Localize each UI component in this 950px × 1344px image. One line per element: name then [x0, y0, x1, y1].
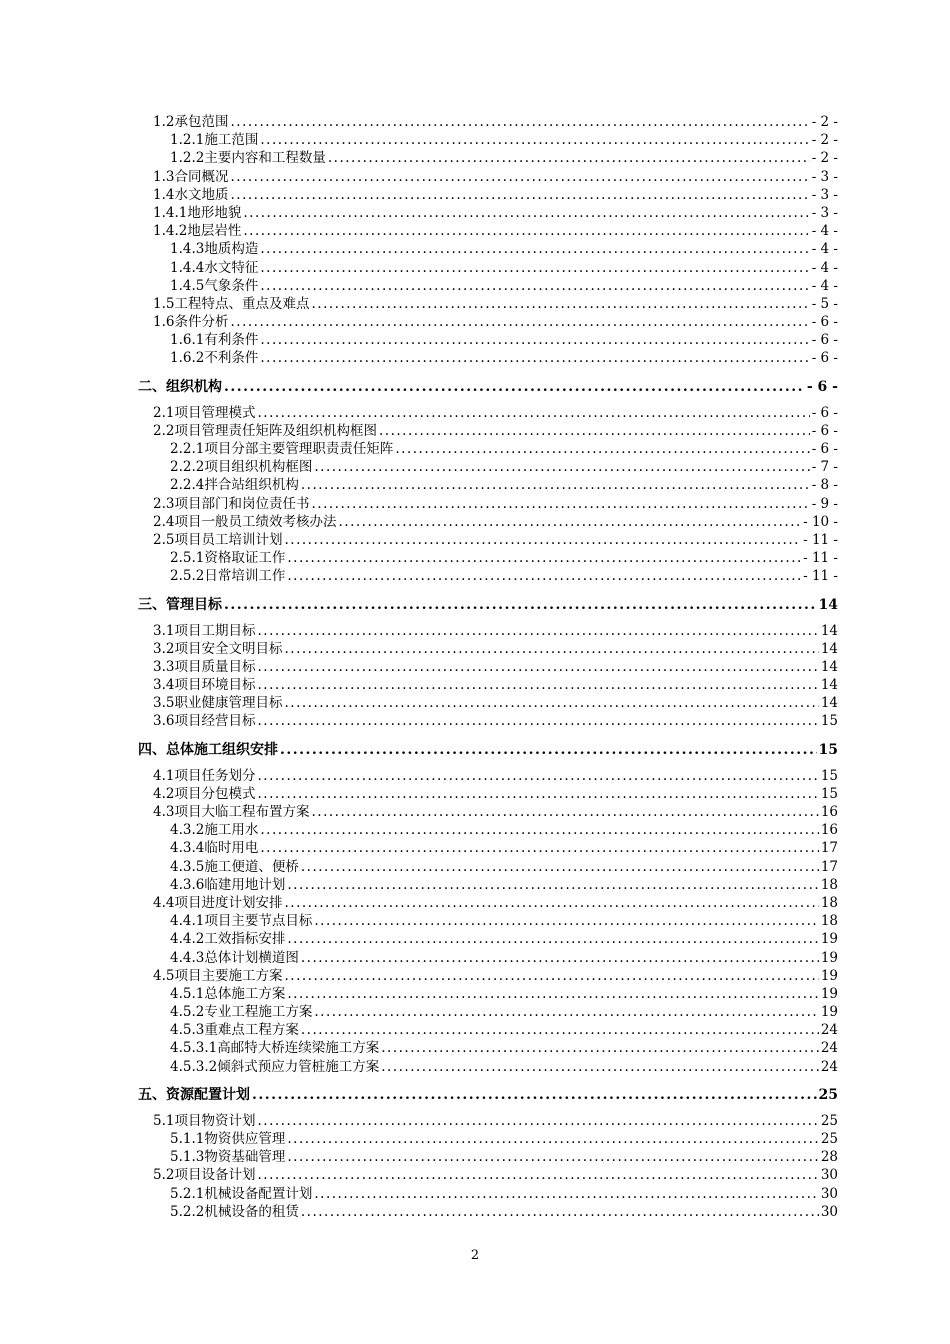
toc-dot-leader — [260, 331, 809, 349]
toc-entry-title: 2.1项目管理模式 — [153, 404, 256, 421]
toc-entry-title: 1.6条件分析 — [153, 314, 229, 331]
toc-entry-title: 2.5.1资格取证工作 — [170, 550, 286, 567]
toc-entry-page: - 6 - — [811, 350, 838, 367]
toc-entry[interactable] — [138, 894, 838, 912]
toc-entry[interactable] — [138, 694, 838, 712]
toc-entry-page: - 3 - — [811, 204, 838, 221]
toc-entry[interactable] — [138, 622, 838, 640]
toc-entry-page: 15 — [820, 785, 838, 802]
toc-dot-leader — [314, 1185, 818, 1203]
toc-entry[interactable] — [138, 168, 838, 186]
toc-entry[interactable] — [138, 349, 838, 367]
toc-entry[interactable] — [138, 404, 838, 422]
toc-entry-title: 2.3项目部门和岗位责任书 — [153, 495, 310, 512]
toc-dot-leader — [260, 259, 809, 277]
toc-entry[interactable] — [138, 767, 838, 785]
toc-entry[interactable] — [138, 712, 838, 730]
toc-entry-title: 5.2.2机械设备的租赁 — [170, 1203, 299, 1220]
toc-entry[interactable] — [138, 476, 838, 494]
toc-entry-page: 24 — [820, 1022, 838, 1039]
toc-entry[interactable] — [138, 1039, 838, 1057]
toc-entry-page: - 11 - — [803, 531, 838, 548]
toc-entry[interactable] — [138, 912, 838, 930]
toc-entry-page: 19 — [820, 949, 838, 966]
toc-dot-leader — [311, 803, 818, 821]
toc-dot-leader — [257, 785, 818, 803]
toc-entry-title: 3.3项目质量目标 — [153, 658, 256, 675]
toc-entry-title: 5.1项目物资计划 — [153, 1112, 256, 1129]
toc-entry[interactable] — [138, 876, 838, 894]
toc-entry[interactable] — [138, 1130, 838, 1148]
toc-entry-page: 19 — [820, 931, 838, 948]
toc-entry-page: - 11 - — [803, 550, 838, 567]
toc-entry[interactable] — [138, 1166, 838, 1184]
toc-dot-leader — [230, 113, 809, 131]
toc-dot-leader — [314, 912, 818, 930]
toc-entry-page: 14 — [820, 695, 838, 712]
toc-entry-page: 30 — [820, 1185, 838, 1202]
toc-entry-title: 2.2.2项目组织机构框图 — [170, 459, 313, 476]
toc-entry-title: 1.4.5气象条件 — [170, 277, 259, 294]
toc-dot-leader — [257, 1112, 818, 1130]
toc-dot-leader — [284, 894, 818, 912]
toc-entry-title: 4.5.3重难点工程方案 — [170, 1022, 299, 1039]
toc-entry-page: 25 — [820, 1131, 838, 1147]
toc-entry[interactable] — [138, 131, 838, 149]
toc-entry-page: 15 — [818, 741, 838, 758]
toc-entry[interactable] — [138, 1185, 838, 1203]
toc-entry-title: 2.2.1项目分部主要管理职责责任矩阵 — [170, 441, 394, 457]
toc-entry-page: - 6 - — [811, 441, 838, 457]
toc-entry-page: 17 — [820, 858, 838, 875]
toc-dot-leader — [252, 1085, 817, 1105]
toc-entry-title: 4.4.1项目主要节点目标 — [170, 913, 313, 930]
toc-entry[interactable] — [138, 640, 838, 658]
toc-entry-title: 1.2.2主要内容和工程数量 — [170, 150, 326, 167]
toc-dot-leader — [230, 186, 809, 204]
toc-dot-leader — [301, 949, 819, 967]
toc-dot-leader — [311, 295, 809, 313]
toc-entry[interactable] — [138, 985, 838, 1003]
toc-entry-page: 30 — [820, 1203, 838, 1220]
toc-dot-leader — [287, 1130, 818, 1148]
toc-dot-leader — [260, 349, 809, 367]
toc-entry[interactable] — [138, 549, 838, 567]
toc-entry-title: 1.4.4水文特征 — [170, 259, 259, 276]
toc-dot-leader — [287, 567, 801, 585]
toc-entry[interactable] — [138, 113, 838, 131]
toc-entry-page: 14 — [820, 622, 838, 639]
toc-dot-leader — [257, 1166, 818, 1184]
toc-entry-title: 4.4项目进度计划安排 — [153, 894, 283, 911]
toc-entry-title: 4.2项目分包模式 — [153, 785, 256, 802]
toc-dot-leader — [328, 149, 810, 167]
toc-entry-page: - 11 - — [803, 568, 838, 585]
toc-entry-page: 30 — [820, 1167, 838, 1184]
toc-dot-leader — [284, 640, 818, 658]
toc-entry[interactable] — [138, 495, 838, 513]
toc-dot-leader — [260, 240, 809, 258]
toc-entry[interactable] — [138, 1058, 838, 1076]
toc-entry[interactable] — [138, 839, 838, 857]
toc-entry-title: 3.2项目安全文明目标 — [153, 640, 283, 657]
toc-entry[interactable] — [138, 821, 838, 839]
toc-entry[interactable] — [138, 531, 838, 549]
toc-entry[interactable] — [138, 295, 838, 313]
toc-entry-page: - 4 - — [811, 223, 838, 240]
toc-entry-title: 3.1项目工期目标 — [153, 622, 256, 639]
toc-dot-leader — [287, 549, 801, 567]
toc-entry[interactable] — [138, 313, 838, 331]
toc-entry-page: - 3 - — [811, 168, 838, 185]
toc-entry-title: 1.2承包范围 — [153, 114, 229, 130]
toc-entry-title: 4.5项目主要施工方案 — [153, 967, 283, 984]
toc-dot-leader — [379, 422, 810, 440]
toc-entry[interactable] — [138, 1003, 838, 1021]
toc-entry-title: 五、资源配置计划 — [138, 1086, 250, 1103]
toc-entry[interactable] — [138, 858, 838, 876]
toc-entry-title: 2.4项目一般员工绩效考核办法 — [153, 513, 337, 530]
toc-entry-title: 1.6.1有利条件 — [170, 332, 259, 349]
toc-entry-title: 4.5.1总体施工方案 — [170, 985, 286, 1002]
toc-dot-leader — [243, 222, 809, 240]
toc-entry-page: 17 — [820, 840, 838, 857]
toc-dot-leader — [301, 858, 819, 876]
toc-dot-leader — [243, 204, 809, 222]
toc-entry-title: 1.4.3地质构造 — [170, 241, 259, 258]
toc-entry-page: 14 — [820, 677, 838, 694]
toc-dot-leader — [314, 1003, 818, 1021]
toc-entry-page: - 6 - — [806, 378, 838, 395]
toc-entry[interactable] — [138, 567, 838, 585]
toc-entry-title: 4.1项目任务划分 — [153, 767, 256, 784]
toc-dot-leader — [257, 712, 818, 730]
toc-entry-title: 3.5职业健康管理目标 — [153, 695, 283, 712]
toc-entry-page: - 3 - — [811, 186, 838, 203]
toc-dot-leader — [314, 458, 809, 476]
toc-entry-title: 5.2.1机械设备配置计划 — [170, 1185, 313, 1202]
toc-dot-leader — [284, 694, 818, 712]
toc-entry-page: 18 — [820, 894, 838, 911]
toc-entry-title: 1.3合同概况 — [153, 168, 229, 185]
toc-dot-leader — [338, 513, 801, 531]
toc-dot-leader — [301, 476, 810, 494]
toc-dot-leader — [257, 658, 818, 676]
toc-entry-page: - 4 - — [811, 259, 838, 276]
toc-entry-title: 4.3.6临建用地计划 — [170, 876, 286, 893]
toc-entry[interactable] — [138, 240, 838, 258]
toc-dot-leader — [260, 277, 809, 295]
toc-dot-leader — [224, 377, 805, 397]
toc-entry[interactable] — [138, 1112, 838, 1130]
toc-dot-leader — [224, 595, 817, 615]
toc-entry[interactable] — [138, 204, 838, 222]
toc-entry[interactable] — [138, 1148, 838, 1166]
toc-entry-page: 24 — [820, 1040, 838, 1057]
toc-entry-page: 15 — [820, 713, 838, 730]
toc-dot-leader — [381, 1058, 819, 1076]
toc-entry-title: 3.4项目环境目标 — [153, 677, 256, 694]
toc-dot-leader — [257, 676, 818, 694]
toc-entry[interactable] — [138, 440, 838, 458]
toc-entry-title: 3.6项目经营目标 — [153, 713, 256, 730]
toc-entry-title: 1.2.1施工范围 — [170, 132, 259, 149]
toc-entry-title: 2.2.4拌合站组织机构 — [170, 477, 299, 494]
toc-dot-leader — [301, 1021, 819, 1039]
toc-dot-leader — [260, 821, 818, 839]
toc-entry-page: 14 — [820, 658, 838, 675]
toc-entry[interactable] — [138, 513, 838, 531]
toc-entry-page: - 6 - — [811, 404, 838, 421]
toc-entry-title: 2.2项目管理责任矩阵及组织机构框图 — [153, 422, 377, 439]
toc-entry[interactable] — [138, 949, 838, 967]
toc-entry-title: 2.5项目员工培训计划 — [153, 531, 283, 548]
toc-chapter-entry[interactable] — [138, 377, 838, 397]
toc-entry-page: 18 — [820, 876, 838, 893]
toc-entry-title: 4.3.4临时用电 — [170, 840, 259, 857]
toc-entry-page: 25 — [820, 1112, 838, 1129]
toc-entry-page: 14 — [818, 596, 838, 613]
toc-entry-page: - 9 - — [811, 495, 838, 512]
toc-entry-page: - 6 - — [811, 314, 838, 331]
toc-entry-page: 14 — [820, 640, 838, 657]
toc-entry[interactable] — [138, 277, 838, 295]
toc-dot-leader — [284, 531, 801, 549]
toc-entry-title: 4.3.2施工用水 — [170, 822, 259, 839]
toc-entry-title: 二、组织机构 — [138, 378, 222, 395]
toc-entry-title: 1.4.2地层岩性 — [153, 223, 242, 240]
toc-entry-page: 18 — [820, 913, 838, 930]
toc-entry[interactable] — [138, 803, 838, 821]
toc-entry-page: - 7 - — [811, 459, 838, 476]
toc-dot-leader — [260, 839, 818, 857]
toc-entry[interactable] — [138, 785, 838, 803]
toc-entry-page: - 2 - — [811, 132, 838, 149]
toc-entry[interactable] — [138, 676, 838, 694]
toc-entry-page: 19 — [820, 985, 838, 1002]
toc-entry-title: 1.4水文地质 — [153, 186, 229, 203]
toc-entry[interactable] — [138, 1021, 838, 1039]
toc-entry[interactable] — [138, 967, 838, 985]
toc-dot-leader — [230, 168, 809, 186]
toc-dot-leader — [280, 740, 817, 760]
toc-entry-title: 4.5.2专业工程施工方案 — [170, 1004, 313, 1021]
toc-dot-leader — [257, 404, 809, 422]
toc-entry[interactable] — [138, 331, 838, 349]
toc-entry[interactable] — [138, 222, 838, 240]
toc-entry-page: 19 — [820, 967, 838, 984]
toc-dot-leader — [287, 985, 818, 1003]
toc-entry-title: 4.3项目大临工程布置方案 — [153, 804, 310, 820]
toc-dot-leader — [287, 1148, 818, 1166]
toc-entry-title: 4.4.3总体计划横道图 — [170, 949, 299, 966]
toc-dot-leader — [301, 1203, 819, 1221]
toc-entry[interactable] — [138, 458, 838, 476]
page-number: 2 — [470, 1248, 480, 1263]
toc-entry-title: 4.5.3.1高邮特大桥连续梁施工方案 — [170, 1040, 380, 1057]
toc-entry[interactable] — [138, 930, 838, 948]
toc-entry-title: 5.1.3物资基础管理 — [170, 1149, 286, 1166]
toc-entry-page: 16 — [820, 822, 838, 839]
toc-entry-page: - 6 - — [811, 422, 838, 439]
toc-entry[interactable] — [138, 658, 838, 676]
toc-dot-leader — [311, 495, 809, 513]
toc-entry-title: 2.5.2日常培训工作 — [170, 568, 286, 585]
toc-entry-title: 1.6.2不利条件 — [170, 350, 259, 367]
toc-entry-page: 28 — [820, 1149, 838, 1166]
toc-entry-page: - 10 - — [803, 513, 838, 530]
toc-entry[interactable] — [138, 259, 838, 277]
toc-dot-leader — [287, 876, 818, 894]
toc-entry-page: - 8 - — [811, 477, 838, 494]
toc-chapter-entry[interactable] — [138, 1085, 838, 1105]
toc-entry-page: - 4 - — [811, 241, 838, 258]
toc-entry-title: 5.1.1物资供应管理 — [170, 1131, 286, 1147]
toc-entry-title: 1.4.1地形地貌 — [153, 204, 242, 221]
toc-entry-page: - 6 - — [811, 332, 838, 349]
toc-entry-title: 四、总体施工组织安排 — [138, 741, 278, 758]
toc-entry[interactable] — [138, 422, 838, 440]
toc-dot-leader — [287, 930, 818, 948]
toc-entry[interactable] — [138, 186, 838, 204]
toc-dot-leader — [230, 313, 809, 331]
toc-entry-page: 24 — [820, 1058, 838, 1075]
toc-entry-page: - 2 - — [811, 114, 838, 130]
toc-dot-leader — [260, 131, 809, 149]
table-of-contents — [138, 113, 838, 1221]
toc-entry[interactable] — [138, 1203, 838, 1221]
toc-dot-leader — [284, 967, 818, 985]
toc-entry-page: 15 — [820, 767, 838, 784]
toc-entry-page: 25 — [818, 1086, 838, 1103]
toc-entry-page: - 5 - — [811, 295, 838, 312]
toc-chapter-entry[interactable] — [138, 595, 838, 615]
toc-dot-leader — [381, 1039, 819, 1057]
toc-entry-page: 19 — [820, 1004, 838, 1021]
toc-chapter-entry[interactable] — [138, 740, 838, 760]
toc-entry[interactable] — [138, 149, 838, 167]
toc-dot-leader — [257, 622, 818, 640]
toc-entry-page: - 2 - — [811, 150, 838, 167]
toc-entry-title: 1.5工程特点、重点及难点 — [153, 295, 310, 312]
toc-entry-title: 5.2项目设备计划 — [153, 1167, 256, 1184]
toc-entry-title: 4.3.5施工便道、便桥 — [170, 858, 299, 875]
toc-entry-title: 三、管理目标 — [138, 596, 222, 613]
toc-entry-title: 4.4.2工效指标安排 — [170, 931, 286, 948]
toc-entry-title: 4.5.3.2倾斜式预应力管桩施工方案 — [170, 1058, 380, 1075]
toc-entry-page: - 4 - — [811, 277, 838, 294]
toc-entry-page: 16 — [820, 804, 838, 820]
toc-dot-leader — [395, 440, 809, 458]
toc-dot-leader — [257, 767, 818, 785]
